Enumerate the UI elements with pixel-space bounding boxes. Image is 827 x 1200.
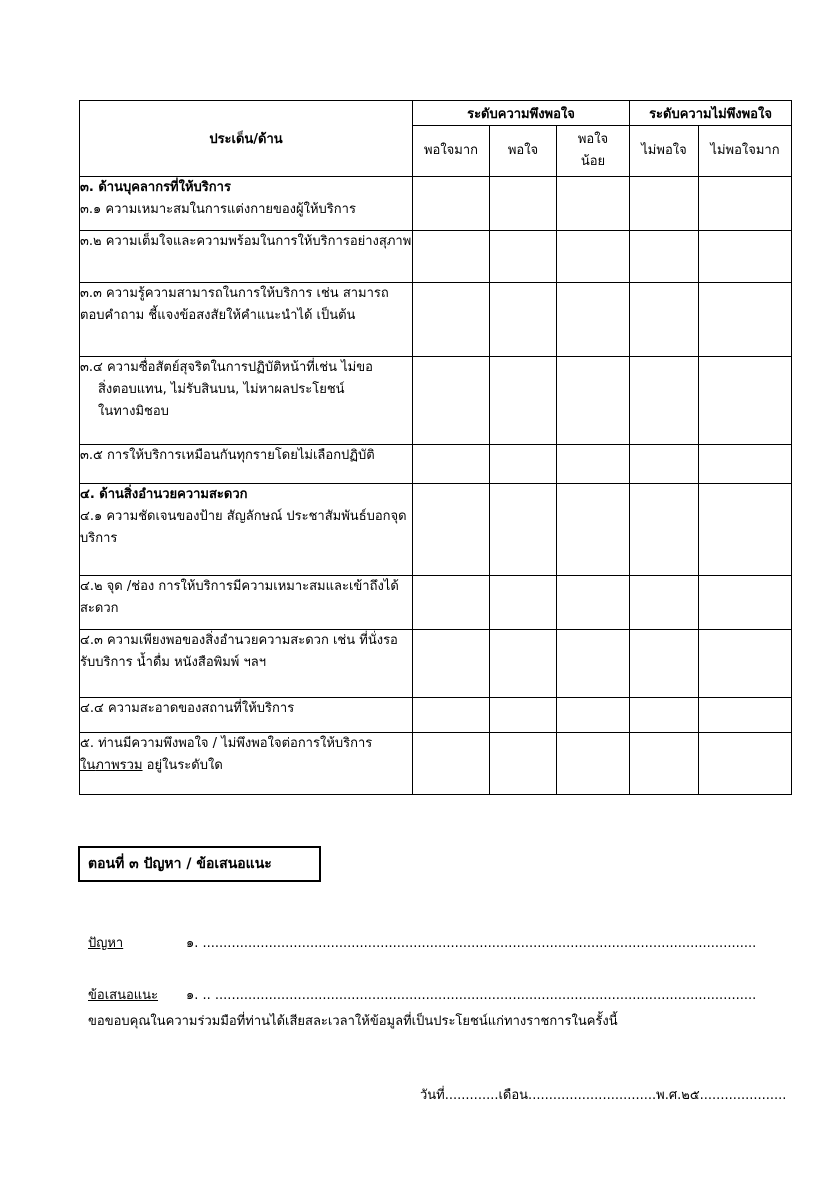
row-4-1 xyxy=(80,484,413,576)
row-3-4 xyxy=(80,357,413,445)
rating-cell[interactable] xyxy=(413,576,490,630)
suggestion-line[interactable]: ๑. .. ................................................................................................................................... xyxy=(186,988,757,1003)
rating-cell[interactable] xyxy=(413,231,490,283)
date-line[interactable]: วันที่.............เดือน...............................พ.ศ.๒๕..................... xyxy=(420,1088,787,1103)
rating-cell[interactable] xyxy=(557,484,630,576)
satisfaction-table xyxy=(79,100,792,795)
rating-cell[interactable] xyxy=(557,698,630,733)
level-less-satisfied: พอใจ น้อย xyxy=(557,126,630,177)
table-row xyxy=(80,177,792,231)
item-4-3-label: ๔.๓ ความเพียงพอของสิ่งอำนวยความสะดวก เช่น ที่นั่งรอรับบริการ น้ำดื่ม หนังสือพิมพ์ ฯลฯ xyxy=(80,630,413,698)
rating-cell[interactable] xyxy=(699,484,792,576)
table-row xyxy=(80,283,792,357)
level-very-dissatisfied: ไม่พอใจมาก xyxy=(699,126,792,177)
rating-cell[interactable] xyxy=(413,630,490,698)
table-row xyxy=(80,576,792,630)
item-3-4-line3: ในทางมิชอบ xyxy=(98,404,169,419)
rating-cell[interactable] xyxy=(630,177,699,231)
row-3-1 xyxy=(80,177,413,231)
section-3-title: ๓. ด้านบุคลากรที่ให้บริการ xyxy=(80,180,231,195)
item-4-2-label: ๔.๒ จุด /ช่อง การให้บริการมีความเหมาะสมและเข้าถึงได้สะดวก xyxy=(80,576,413,630)
suggestion-label: ข้อเสนอแนะ xyxy=(88,988,159,1003)
item-3-2-label: ๓.๒ ความเต็มใจและความพร้อมในการให้บริการอย่างสุภาพ xyxy=(80,231,413,283)
table-row xyxy=(80,445,792,484)
table-row xyxy=(80,231,792,283)
rating-cell[interactable] xyxy=(630,630,699,698)
item-3-4-line2: สิ่งตอบแทน, ไม่รับสินบน, ไม่หาผลประโยชน์ xyxy=(98,382,345,397)
table-row xyxy=(80,357,792,445)
rating-cell[interactable] xyxy=(699,177,792,231)
rating-cell[interactable] xyxy=(699,733,792,795)
table-row xyxy=(80,630,792,698)
rating-cell[interactable] xyxy=(557,445,630,484)
rating-cell[interactable] xyxy=(490,231,557,283)
rating-cell[interactable] xyxy=(557,576,630,630)
section-4-title: ๔. ด้านสิ่งอำนวยความสะดวก xyxy=(80,487,248,502)
rating-cell[interactable] xyxy=(699,630,792,698)
level-very-satisfied: พอใจมาก xyxy=(413,126,490,177)
thanks-text: ขอขอบคุณในความร่วมมือที่ท่านได้เสียสละเวลาให้ข้อมูลที่เป็นประโยชน์แก่ทางราชการในครั้งนี้ xyxy=(88,1014,618,1029)
part3-title: ตอนที่ ๓ ปัญหา / ข้อเสนอแนะ xyxy=(78,846,321,882)
item-3-5-label: ๓.๕ การให้บริการเหมือนกันทุกรายโดยไม่เลือกปฏิบัติ xyxy=(80,445,413,484)
rating-cell[interactable] xyxy=(490,576,557,630)
rating-cell[interactable] xyxy=(699,445,792,484)
row-overall xyxy=(80,733,413,795)
overall-line1: ๕. ท่านมีความพึงพอใจ / ไม่พึงพอใจต่อการให้บริการ xyxy=(80,736,373,751)
rating-cell[interactable] xyxy=(413,357,490,445)
problem-line[interactable]: ๑. ...................................................................................................................................... xyxy=(186,936,757,951)
rating-cell[interactable] xyxy=(413,733,490,795)
rating-cell[interactable] xyxy=(413,484,490,576)
rating-cell[interactable] xyxy=(413,283,490,357)
rating-cell[interactable] xyxy=(630,733,699,795)
rating-cell[interactable] xyxy=(699,576,792,630)
rating-cell[interactable] xyxy=(557,231,630,283)
rating-cell[interactable] xyxy=(490,733,557,795)
rating-cell[interactable] xyxy=(413,177,490,231)
rating-cell[interactable] xyxy=(630,576,699,630)
item-4-1-label: ๔.๑ ความชัดเจนของป้าย สัญลักษณ์ ประชาสัมพันธ์บอกจุดบริการ xyxy=(80,509,407,546)
rating-cell[interactable] xyxy=(699,283,792,357)
header-topic: ประเด็น/ด้าน xyxy=(80,101,413,177)
rating-cell[interactable] xyxy=(630,231,699,283)
rating-cell[interactable] xyxy=(557,283,630,357)
item-3-4-line1: ๓.๔ ความซื่อสัตย์สุจริตในการปฏิบัติหน้าที่เช่น ไม่ขอ xyxy=(80,360,373,375)
overall-underlined: ภาพรวม xyxy=(95,758,143,773)
rating-cell[interactable] xyxy=(699,357,792,445)
overall-prefix: ใน xyxy=(80,758,96,773)
rating-cell[interactable] xyxy=(490,630,557,698)
rating-cell[interactable] xyxy=(630,283,699,357)
item-3-1-label: ๓.๑ ความเหมาะสมในการแต่งกายของผู้ให้บริการ xyxy=(80,202,356,217)
item-4-4-label: ๔.๔ ความสะอาดของสถานที่ให้บริการ xyxy=(80,698,413,733)
rating-cell[interactable] xyxy=(630,698,699,733)
rating-cell[interactable] xyxy=(630,484,699,576)
table-row xyxy=(80,733,792,795)
rating-cell[interactable] xyxy=(557,357,630,445)
rating-cell[interactable] xyxy=(630,445,699,484)
table-row xyxy=(80,484,792,576)
rating-cell[interactable] xyxy=(490,484,557,576)
rating-cell[interactable] xyxy=(413,698,490,733)
rating-cell[interactable] xyxy=(557,177,630,231)
overall-suffix: อยู่ในระดับใด xyxy=(142,758,223,773)
overall-line2 xyxy=(80,755,412,777)
rating-cell[interactable] xyxy=(557,630,630,698)
level-dissatisfied: ไม่พอใจ xyxy=(630,126,699,177)
item-3-3-label: ๓.๓ ความรู้ความสามารถในการให้บริการ เช่น สามารถตอบคำถาม ชี้แจงข้อสงสัยให้คำแนะนำได้ เป็นต้น xyxy=(80,283,413,357)
header-dissatisfaction: ระดับความไม่พึงพอใจ xyxy=(630,101,792,126)
rating-cell[interactable] xyxy=(490,698,557,733)
rating-cell[interactable] xyxy=(490,177,557,231)
rating-cell[interactable] xyxy=(490,357,557,445)
level-satisfied: พอใจ xyxy=(490,126,557,177)
header-satisfaction: ระดับความพึงพอใจ xyxy=(413,101,630,126)
rating-cell[interactable] xyxy=(490,445,557,484)
rating-cell[interactable] xyxy=(630,357,699,445)
rating-cell[interactable] xyxy=(699,698,792,733)
rating-cell[interactable] xyxy=(490,283,557,357)
problem-label: ปัญหา xyxy=(88,936,124,951)
rating-cell[interactable] xyxy=(699,231,792,283)
rating-cell[interactable] xyxy=(557,733,630,795)
rating-cell[interactable] xyxy=(413,445,490,484)
table-row xyxy=(80,698,792,733)
